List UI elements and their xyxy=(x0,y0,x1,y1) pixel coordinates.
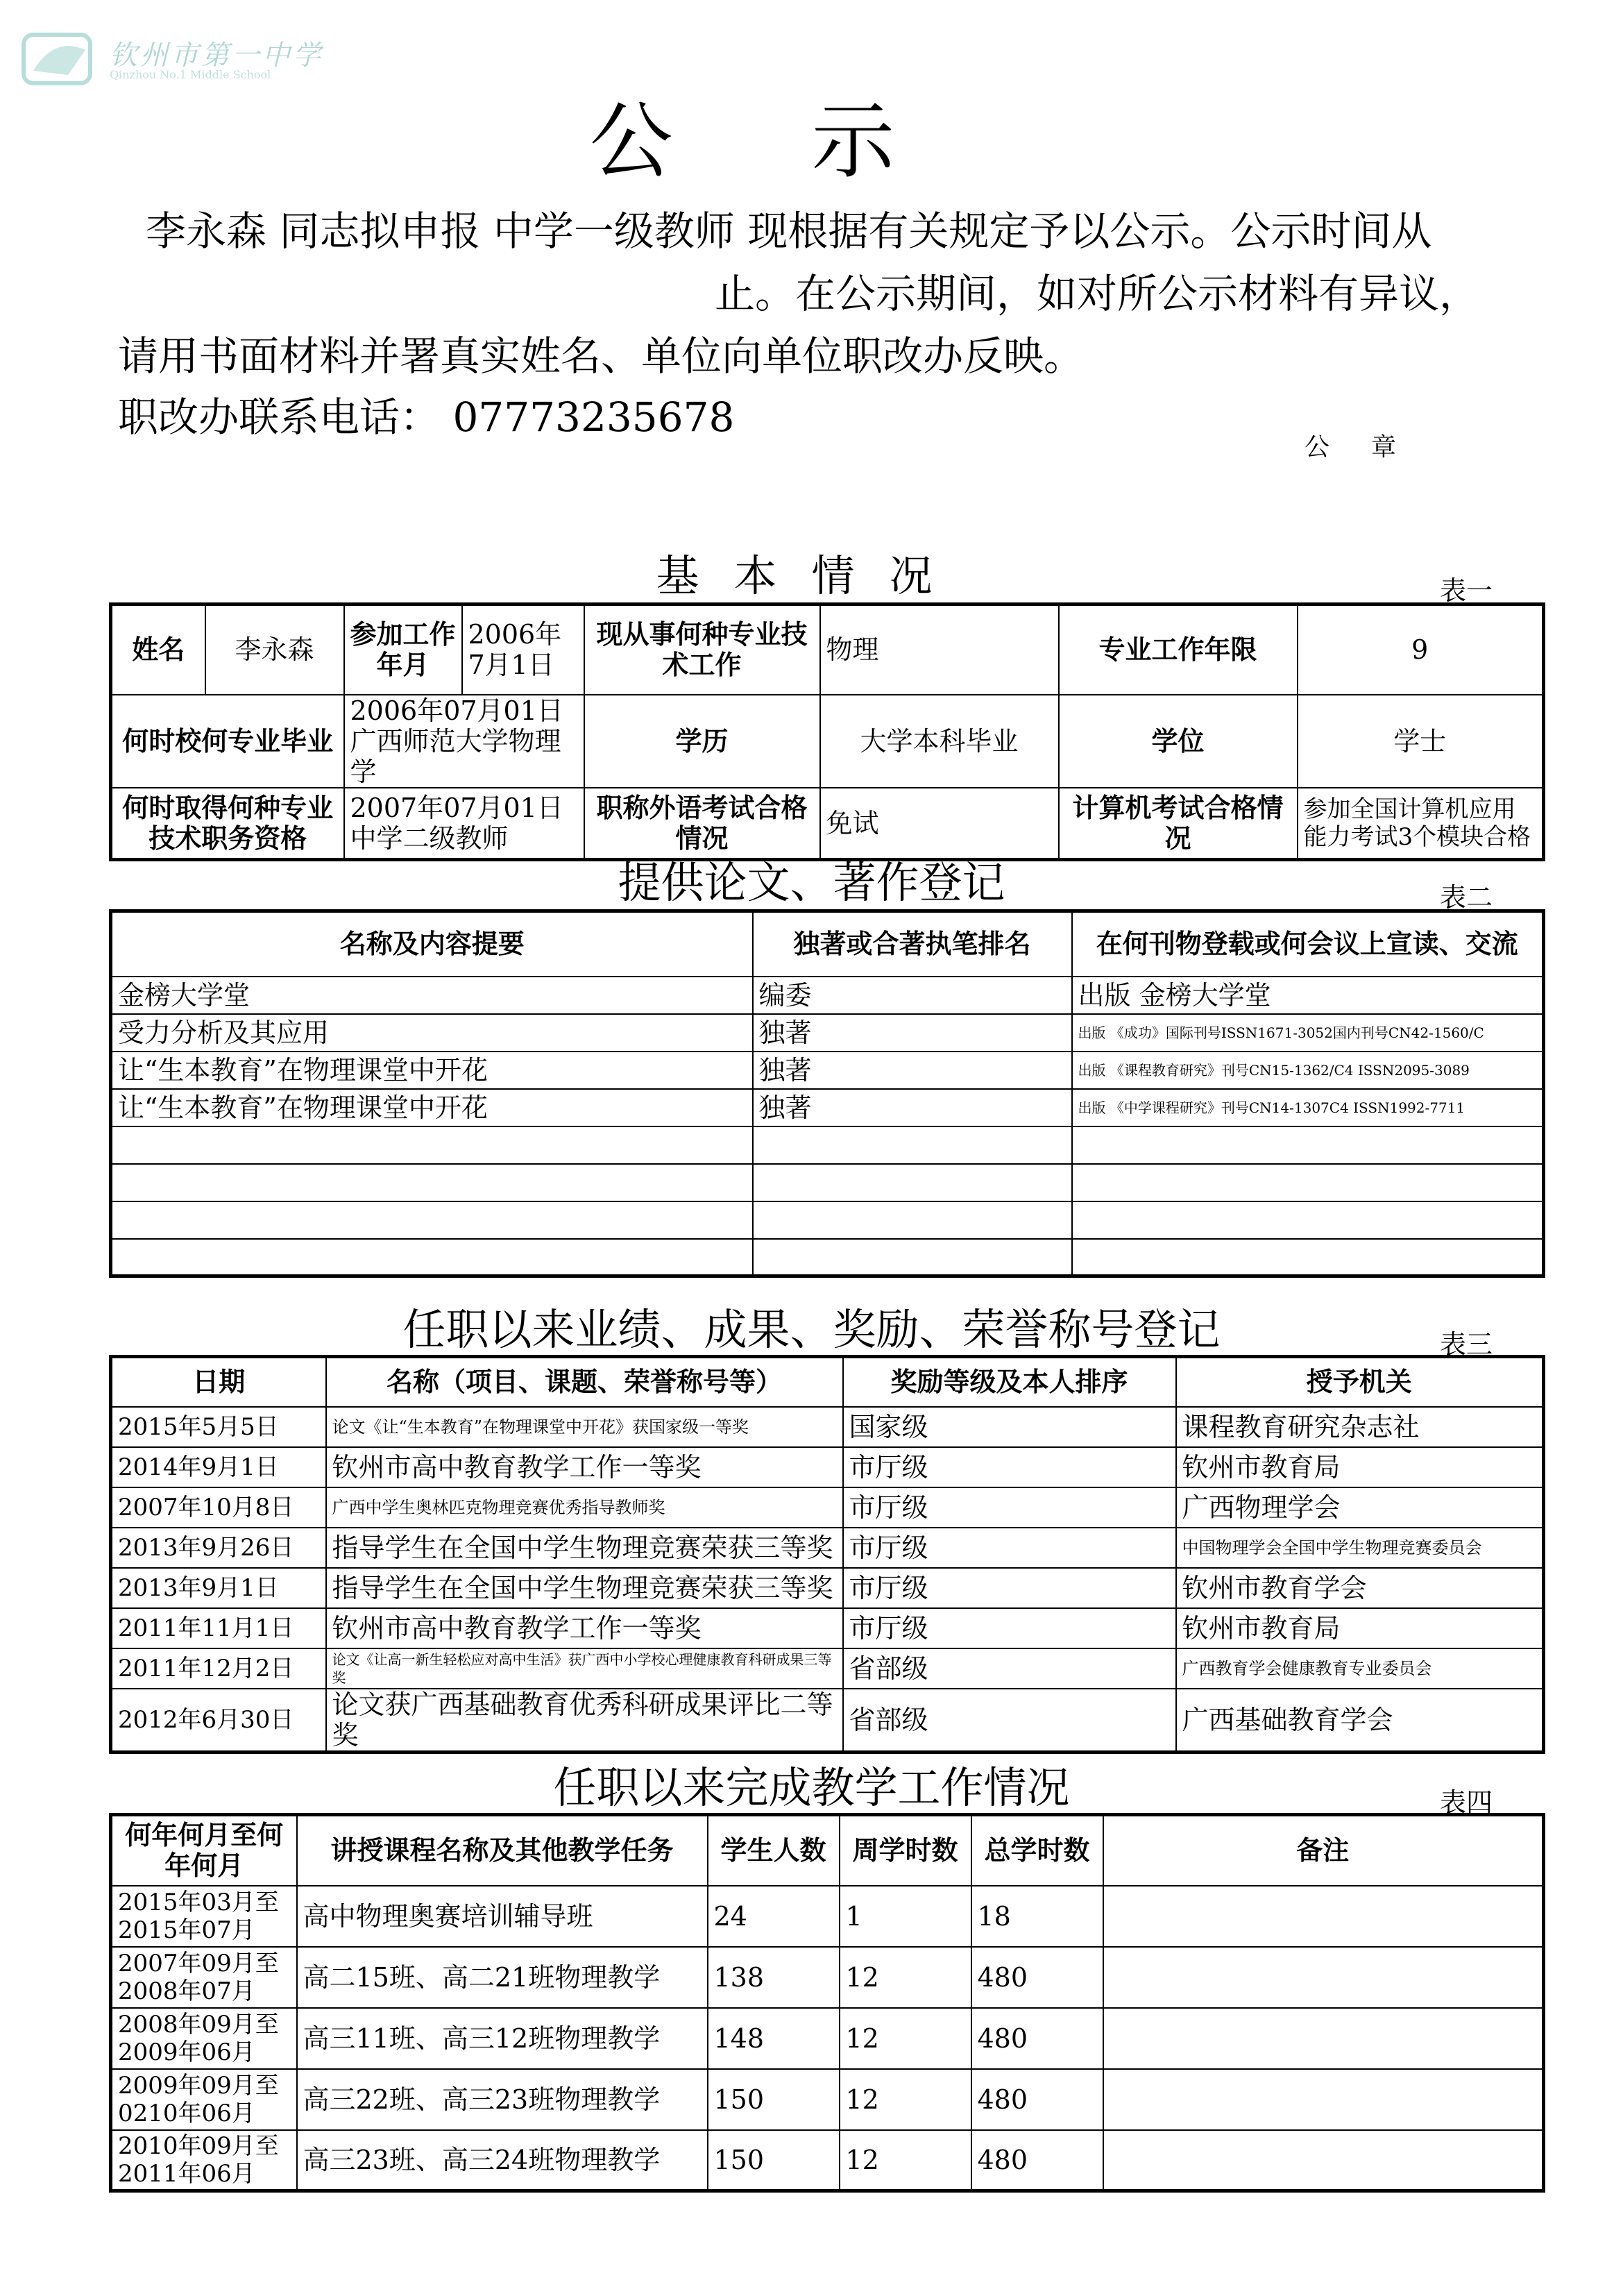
achievement-row xyxy=(111,1568,1544,1608)
teaching-row xyxy=(111,2130,1544,2191)
achievement-row-cell: 市厅级 xyxy=(843,1487,1176,1528)
paper-row-cell xyxy=(753,1164,1072,1201)
paper-row-cell xyxy=(753,1126,1072,1164)
paper-row xyxy=(111,1052,1544,1089)
paper-row xyxy=(111,977,1544,1014)
teaching-row xyxy=(111,2008,1544,2069)
name-label: 姓名 xyxy=(111,605,205,695)
phone-number: 07773235678 xyxy=(452,394,735,441)
table4-title: 任职以来完成教学工作情况 xyxy=(553,1762,1070,1813)
teaching-row-cell: 148 xyxy=(708,2008,840,2069)
computer-exam-value: 参加全国计算机应用能力考试3个模块合格 xyxy=(1298,788,1544,860)
teaching-row-cell xyxy=(1103,2069,1544,2130)
achievement-row xyxy=(111,1689,1544,1753)
achievement-row-cell: 国家级 xyxy=(843,1407,1176,1447)
paper-row-cell xyxy=(111,1126,753,1164)
graduation-label: 何时校何专业毕业 xyxy=(111,695,344,788)
paper-row-cell: 出版 《课程教育研究》刊号CN15-1362/C4 ISSN2095-3089 xyxy=(1072,1052,1544,1089)
work-years-label: 专业工作年限 xyxy=(1059,605,1298,695)
notice-position: 中学一级教师 xyxy=(493,208,735,255)
achievement-row-cell: 市厅级 xyxy=(843,1528,1176,1568)
papers-table xyxy=(109,909,1545,1278)
foreign-language-value: 免试 xyxy=(820,788,1059,860)
achievement-row-cell: 2012年6月30日 xyxy=(111,1689,326,1753)
logo-subtext: Qinzhou No.1 Middle School xyxy=(110,68,271,81)
work-years-value: 9 xyxy=(1298,605,1544,695)
official-seal-label: 公章 xyxy=(1305,433,1438,462)
paper-row-cell xyxy=(1072,1201,1544,1239)
achievements-header: 名称（项目、课题、荣誉称号等） xyxy=(326,1357,843,1407)
name-value: 李永森 xyxy=(205,605,344,695)
achievement-row-cell: 钦州市高中教育教学工作一等奖 xyxy=(326,1447,843,1487)
achievement-row-cell: 市厅级 xyxy=(843,1447,1176,1487)
notice-line-2: 止。在公示期间，如对所公示材料有异议， xyxy=(715,270,1480,317)
paper-row-cell: 编委 xyxy=(753,977,1072,1014)
notice-name: 李永森 xyxy=(146,208,267,255)
achievement-row xyxy=(111,1528,1544,1568)
achievement-row-cell: 钦州市教育局 xyxy=(1176,1447,1544,1487)
achievement-row xyxy=(111,1447,1544,1487)
achievements-header: 日期 xyxy=(111,1357,326,1407)
achievement-row-cell: 2011年11月1日 xyxy=(111,1608,326,1648)
achievements-table xyxy=(109,1355,1545,1754)
qualification-value: 2007年07月01日中学二级教师 xyxy=(344,788,584,860)
teaching-row xyxy=(111,1947,1544,2008)
teaching-header: 备注 xyxy=(1103,1815,1544,1886)
foreign-language-label: 职称外语考试合格情况 xyxy=(584,788,820,860)
achievement-row-cell: 广西教育学会健康教育专业委员会 xyxy=(1176,1648,1544,1689)
teaching-row-cell: 24 xyxy=(708,1886,840,1947)
achievement-row-cell: 课程教育研究杂志社 xyxy=(1176,1407,1544,1447)
school-logo-icon xyxy=(19,29,103,89)
teaching-row-cell: 高三23班、高三24班物理教学 xyxy=(297,2130,708,2191)
teaching-header: 学生人数 xyxy=(708,1815,840,1886)
teaching-row-cell: 高三11班、高三12班物理教学 xyxy=(297,2008,708,2069)
achievement-row-cell: 指导学生在全国中学生物理竞赛荣获三等奖 xyxy=(326,1568,843,1608)
papers-header: 名称及内容提要 xyxy=(111,911,753,977)
degree-value: 学士 xyxy=(1298,695,1544,788)
paper-row-cell: 让“生本教育”在物理课堂中开花 xyxy=(111,1089,753,1126)
paper-row-cell: 出版 金榜大学堂 xyxy=(1072,977,1544,1014)
education-label: 学历 xyxy=(584,695,820,788)
achievement-row xyxy=(111,1648,1544,1689)
teaching-row-cell: 2008年09月至2009年06月 xyxy=(111,2008,297,2069)
teaching-row-cell: 18 xyxy=(971,1886,1103,1947)
achievement-row-cell: 广西基础教育学会 xyxy=(1176,1689,1544,1753)
paper-row-cell: 让“生本教育”在物理课堂中开花 xyxy=(111,1052,753,1089)
papers-header: 独著或合著执笔排名 xyxy=(753,911,1072,977)
logo-text: 钦州市第一中学 xyxy=(110,40,323,71)
paper-row-cell: 独著 xyxy=(753,1089,1072,1126)
teaching-row-cell: 12 xyxy=(840,2069,971,2130)
teaching-row-cell: 2007年09月至2008年07月 xyxy=(111,1947,297,2008)
teaching-row-cell: 150 xyxy=(708,2069,840,2130)
notice-line-1 xyxy=(118,201,1540,261)
phone-label: 职改办联系电话： xyxy=(118,394,441,441)
achievement-row-cell: 广西物理学会 xyxy=(1176,1487,1544,1528)
basic-info-table xyxy=(109,602,1545,861)
achievement-row-cell: 中国物理学会全国中学生物理竞赛委员会 xyxy=(1176,1528,1544,1568)
paper-row-cell: 独著 xyxy=(753,1014,1072,1052)
achievement-row-cell: 省部级 xyxy=(843,1648,1176,1689)
work-start-value: 2006年7月1日 xyxy=(462,605,584,695)
achievements-header: 授予机关 xyxy=(1176,1357,1544,1407)
table1-number: 表一 xyxy=(1440,575,1493,606)
teaching-row-cell: 480 xyxy=(971,2130,1103,2191)
achievement-row-cell: 指导学生在全国中学生物理竞赛荣获三等奖 xyxy=(326,1528,843,1568)
current-job-label: 现从事何种专业技术工作 xyxy=(584,605,820,695)
teaching-row-cell xyxy=(1103,1886,1544,1947)
page-title: 公示 xyxy=(589,94,1034,190)
paper-row-cell xyxy=(753,1239,1072,1276)
teaching-header: 总学时数 xyxy=(971,1815,1103,1886)
paper-row-cell xyxy=(111,1164,753,1201)
table4-number: 表四 xyxy=(1440,1787,1493,1818)
teaching-row-cell: 480 xyxy=(971,2069,1103,2130)
notice-text-2: 现根据有关规定予以公示。公示时间从 xyxy=(747,208,1432,255)
paper-row xyxy=(111,1014,1544,1052)
paper-row xyxy=(111,1089,1544,1126)
teaching-header: 讲授课程名称及其他教学任务 xyxy=(297,1815,708,1886)
achievement-row xyxy=(111,1407,1544,1447)
achievement-row-cell: 2011年12月2日 xyxy=(111,1648,326,1689)
achievement-row-cell: 市厅级 xyxy=(843,1608,1176,1648)
table1-title: 基本情况 xyxy=(656,550,967,601)
school-logo xyxy=(19,29,352,92)
achievements-header: 奖励等级及本人排序 xyxy=(843,1357,1176,1407)
computer-exam-label: 计算机考试合格情况 xyxy=(1059,788,1298,860)
achievement-row xyxy=(111,1487,1544,1528)
teaching-row-cell: 480 xyxy=(971,1947,1103,2008)
achievement-row-cell: 论文《让高一新生轻松应对高中生活》获广西中小学校心理健康教育科研成果三等奖 xyxy=(326,1648,843,1689)
teaching-header: 何年何月至何年何月 xyxy=(111,1815,297,1886)
teaching-row-cell: 150 xyxy=(708,2130,840,2191)
paper-row xyxy=(111,1239,1544,1276)
teaching-header: 周学时数 xyxy=(840,1815,971,1886)
teaching-row-cell: 12 xyxy=(840,2130,971,2191)
paper-row-cell: 独著 xyxy=(753,1052,1072,1089)
achievement-row-cell: 2013年9月1日 xyxy=(111,1568,326,1608)
paper-row xyxy=(111,1126,1544,1164)
teaching-row-cell: 2009年09月至0210年06月 xyxy=(111,2069,297,2130)
achievement-row xyxy=(111,1608,1544,1648)
teaching-row-cell: 高二15班、高二21班物理教学 xyxy=(297,1947,708,2008)
paper-row-cell xyxy=(111,1239,753,1276)
achievement-row-cell: 2015年5月5日 xyxy=(111,1407,326,1447)
papers-header: 在何刊物登载或何会议上宣读、交流 xyxy=(1072,911,1544,977)
achievement-row-cell: 2014年9月1日 xyxy=(111,1447,326,1487)
paper-row xyxy=(111,1164,1544,1201)
achievement-row-cell: 广西中学生奥林匹克物理竞赛优秀指导教师奖 xyxy=(326,1487,843,1528)
paper-row-cell xyxy=(1072,1239,1544,1276)
notice-line-3: 请用书面材料并署真实姓名、单位向单位职改办反映。 xyxy=(118,332,1085,380)
achievement-row-cell: 论文《让“生本教育”在物理课堂中开花》获国家级一等奖 xyxy=(326,1407,843,1447)
work-start-label: 参加工作年月 xyxy=(344,605,462,695)
degree-label: 学位 xyxy=(1059,695,1298,788)
achievement-row-cell: 论文获广西基础教育优秀科研成果评比二等奖 xyxy=(326,1689,843,1753)
teaching-row-cell: 12 xyxy=(840,1947,971,2008)
teaching-row-cell: 138 xyxy=(708,1947,840,2008)
graduation-value: 2006年07月01日广西师范大学物理学 xyxy=(344,695,584,788)
table2-number: 表二 xyxy=(1440,882,1493,913)
teaching-row xyxy=(111,1886,1544,1947)
paper-row xyxy=(111,1201,1544,1239)
teaching-table xyxy=(109,1813,1545,2193)
paper-row-cell: 出版 《中学课程研究》刊号CN14-1307C4 ISSN1992-7711 xyxy=(1072,1089,1544,1126)
teaching-row-cell: 高中物理奥赛培训辅导班 xyxy=(297,1886,708,1947)
notice-text-1: 同志拟申报 xyxy=(279,208,481,255)
paper-row-cell: 金榜大学堂 xyxy=(111,977,753,1014)
achievement-row-cell: 市厅级 xyxy=(843,1568,1176,1608)
qualification-label: 何时取得何种专业技术职务资格 xyxy=(111,788,344,860)
education-value: 大学本科毕业 xyxy=(820,695,1059,788)
table2-title: 提供论文、著作登记 xyxy=(618,857,1005,908)
teaching-row-cell: 2015年03月至2015年07月 xyxy=(111,1886,297,1947)
teaching-row-cell xyxy=(1103,2008,1544,2069)
paper-row-cell: 受力分析及其应用 xyxy=(111,1014,753,1052)
paper-row-cell: 出版 《成功》国际刊号ISSN1671-3052国内刊号CN42-1560/C xyxy=(1072,1014,1544,1052)
teaching-row-cell: 高三22班、高三23班物理教学 xyxy=(297,2069,708,2130)
teaching-row xyxy=(111,2069,1544,2130)
teaching-row-cell: 1 xyxy=(840,1886,971,1947)
current-job-value: 物理 xyxy=(820,605,1059,695)
achievement-row-cell: 钦州市高中教育教学工作一等奖 xyxy=(326,1608,843,1648)
paper-row-cell xyxy=(1072,1164,1544,1201)
achievement-row-cell: 钦州市教育局 xyxy=(1176,1608,1544,1648)
table3-title: 任职以来业绩、成果、奖励、荣誉称号登记 xyxy=(402,1304,1221,1355)
table3-number: 表三 xyxy=(1440,1329,1493,1360)
achievement-row-cell: 省部级 xyxy=(843,1689,1176,1753)
achievement-row-cell: 钦州市教育学会 xyxy=(1176,1568,1544,1608)
paper-row-cell xyxy=(753,1201,1072,1239)
teaching-row-cell xyxy=(1103,2130,1544,2191)
paper-row-cell xyxy=(111,1201,753,1239)
teaching-row-cell: 480 xyxy=(971,2008,1103,2069)
teaching-row-cell xyxy=(1103,1947,1544,2008)
paper-row-cell xyxy=(1072,1126,1544,1164)
achievement-row-cell: 2013年9月26日 xyxy=(111,1528,326,1568)
achievement-row-cell: 2007年10月8日 xyxy=(111,1487,326,1528)
teaching-row-cell: 12 xyxy=(840,2008,971,2069)
teaching-row-cell: 2010年09月至2011年06月 xyxy=(111,2130,297,2191)
